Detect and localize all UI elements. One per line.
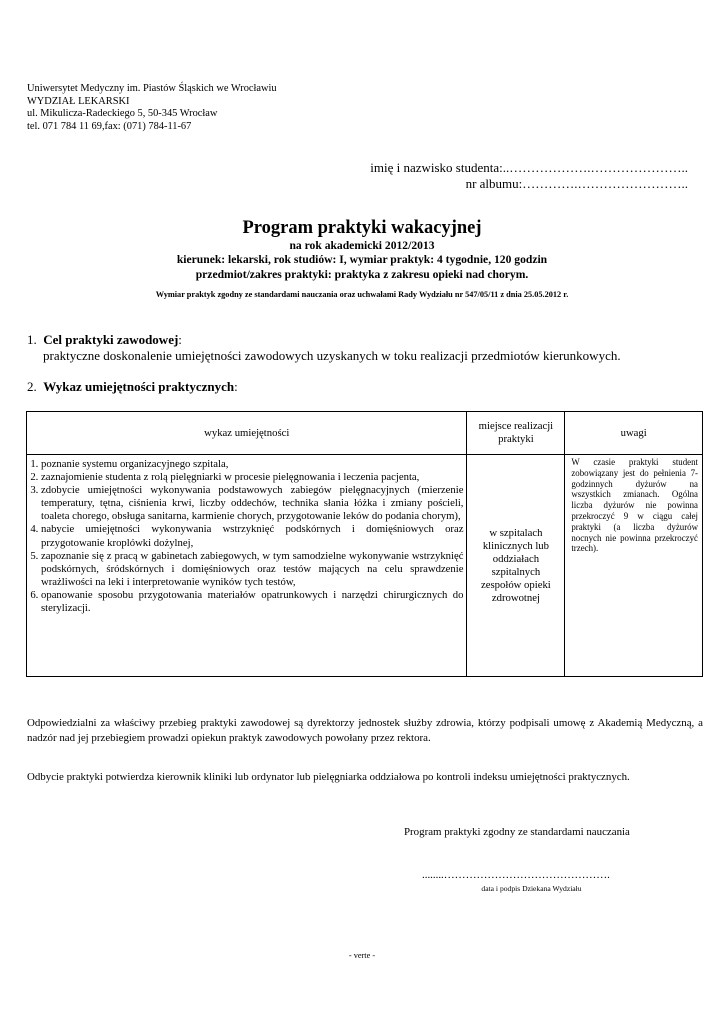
section-2-number: 2. [27, 379, 37, 394]
confirmation-paragraph: Odbycie praktyki potwierdza kierownik kliniki lub ordynator lub pielęgniarka oddziałowa po kontroli indeksu umiejętności praktycznych. [27, 771, 630, 783]
section-1-body: praktyczne doskonalenie umiejętności zawodowych uzyskanych w toku realizacji przedmiotów kierunkowych. [43, 348, 621, 363]
section-2-title: Wykaz umiejętności praktycznych [43, 379, 235, 394]
conformity-statement: Program praktyki zgodny ze standardami nauczania [404, 826, 630, 838]
student-fields [370, 160, 688, 192]
university-name: Uniwersytet Medyczny im. Piastów Śląskich we Wrocławiu [27, 83, 277, 94]
album-number-field: nr albumu:………….…………………….. [465, 176, 688, 191]
signature-caption: data i podpis Dziekana Wydziału [481, 884, 582, 893]
skills-table [26, 411, 703, 677]
header-skills: wykaz umiejętności [27, 412, 467, 455]
table-row [27, 455, 703, 677]
address: ul. Mikulicza-Radeckiego 5, 50-345 Wrocław [27, 108, 218, 120]
list-item: 1. poznanie systemu organizacyjnego szpitala, [41, 458, 463, 471]
list-item: 5. zapoznanie się z pracą w gabinetach zabiegowych, w tym samodzielne wykonywanie wstrzyknięć podskórnych, śródskórnych i domięśniowych oraz testów mających na celu sprawdzenie wrażliwości na leki i interpretowanie wyników tych testów, [41, 550, 463, 589]
list-item: 2. zaznajomienie studenta z rolą pielęgniarki w procesie pielęgnowania i leczenia pacjenta, [41, 471, 463, 484]
title-block [0, 217, 724, 282]
contact: tel. 071 784 11 69,fax: (071) 784-11-67 [27, 120, 192, 132]
student-name-field: imię i nazwisko studenta:..……………….………………….. [370, 160, 688, 175]
table-header-row [27, 412, 703, 455]
section-1-number: 1. [27, 332, 37, 347]
place-cell: w szpitalach klinicznych lub oddziałach szpitalnych zespołów opieki zdrowotnej [467, 455, 565, 677]
header-place: miejsce realizacji praktyki [467, 412, 565, 455]
course-subject: przedmiot/zakres praktyki: praktyka z zakresu opieki nad chorym. [195, 267, 529, 281]
signature-line: ........………………………………………. [422, 869, 610, 881]
signature-caption-wrap [0, 884, 724, 893]
section-2-heading: 2. Wykaz umiejętności praktycznych: [27, 379, 238, 394]
header-notes: uwagi [565, 412, 703, 455]
responsibility-paragraph: Odpowiedzialni za właściwy przebieg praktyki zawodowej są dyrektorzy jednostek służby zdrowia, którzy podpisali umowę z Akademią Medyczną, a nadzór nad jej przebiegiem prowadzi opiekun praktyk zawodowych powołany przez rektora. [27, 717, 703, 744]
academic-year: na rok akademicki 2012/2013 [289, 239, 435, 252]
list-item: 4. nabycie umiejętności wykonywania wstrzyknięć podskórnych i domięśniowych oraz przygotowanie kroplówki dożylnej, [41, 523, 463, 549]
list-item: 6. opanowanie sposobu przygotowania materiałów opatrunkowych i narzędzi chirurgicznych do sterylizacji. [41, 589, 463, 615]
institution-header [27, 83, 277, 133]
course-details: kierunek: lekarski, rok studiów: I, wymiar praktyk: 4 tygodnie, 120 godzin [176, 253, 548, 267]
page-footer: - verte - [348, 951, 376, 960]
section-1-heading: 1. Cel praktyki zawodowej: [27, 332, 182, 347]
section-1-title: Cel praktyki zawodowej [43, 332, 179, 347]
notes-cell: W czasie praktyki student zobowiązany jest do pełnienia 7-godzinnych dyżurów na wszystkich zmianach. Ogólna liczba dyżurów nie powinna przekroczyć 9 w ciągu całej praktyki (a liczba dyżurów nocnych nie powinna przekroczyć trzech). [565, 455, 703, 677]
page-title: Program praktyki wakacyjnej [242, 218, 482, 238]
skills-list [27, 455, 466, 621]
standards-note: Wymiar praktyk zgodny ze standardami nauczania oraz uchwałami Rady Wydziału nr 547/05/11 z dnia 25.05.2012 r. [155, 290, 569, 299]
list-item: 3. zdobycie umiejętności wykonywania podstawowych zabiegów pielęgnacyjnych (mierzenie temperatury, tętna, ciśnienia krwi, liczby oddechów, technika słania łóżka i zmiany pościeli, toaleta chorego, obsługa sanitarna, karmienie chorych, przygotowanie leków do podania chorym), [41, 484, 463, 523]
skills-cell [27, 455, 467, 677]
faculty-name: WYDZIAŁ LEKARSKI [27, 95, 130, 107]
